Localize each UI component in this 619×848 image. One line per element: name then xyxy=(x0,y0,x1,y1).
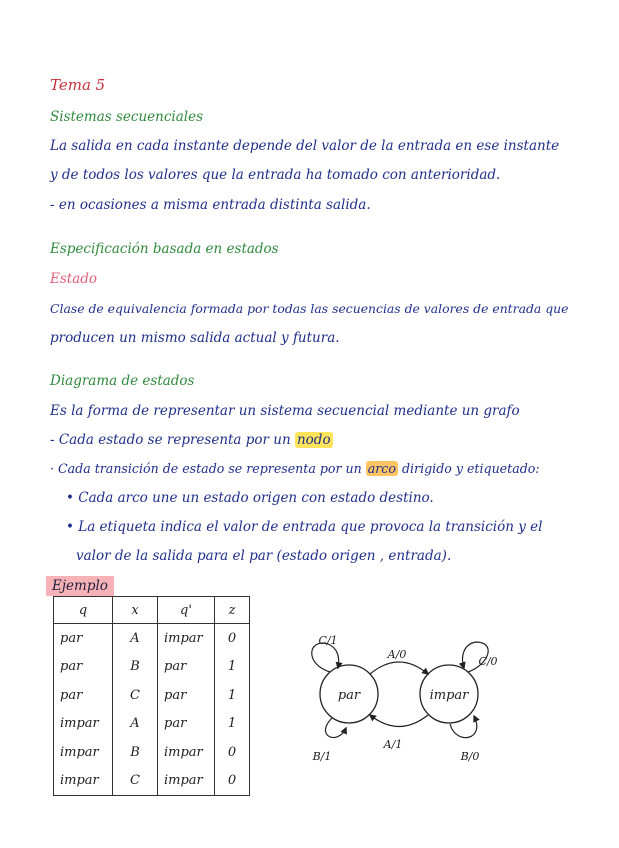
cell-z: 1 xyxy=(215,681,250,710)
header-q-next: q' xyxy=(158,597,215,624)
cell-z: 0 xyxy=(215,624,250,653)
cell-z: 0 xyxy=(215,767,250,796)
example-label: Ejemplo xyxy=(46,576,114,596)
cell-x: B xyxy=(113,653,158,682)
cell-z: 1 xyxy=(215,653,250,682)
cell-x: A xyxy=(113,710,158,739)
diagram-line-2 xyxy=(50,431,333,449)
cell-z: 0 xyxy=(215,738,250,767)
table-row xyxy=(54,710,250,739)
state-impar-label: impar xyxy=(429,688,469,703)
intro-line-2: y de todos los valores que la entrada ha tomado con anterioridad. xyxy=(50,167,501,183)
diagram-heading: Diagrama de estados xyxy=(50,373,195,389)
cell-q: par xyxy=(54,653,113,682)
label-par-loop-bottom: B/1 xyxy=(312,750,332,763)
diagram-line-3-post: dirigido y etiquetado: xyxy=(401,461,540,476)
diagram-line-2-text: - Cada estado se representa por un xyxy=(50,432,291,448)
cell-q-next: impar xyxy=(158,767,215,796)
diagram-line-4: • Cada arco une un estado origen con estado destino. xyxy=(66,490,434,506)
cell-q-next: impar xyxy=(158,738,215,767)
diagram-line-3 xyxy=(50,460,540,478)
diagram-line-3-text: · Cada transición de estado se representa por un xyxy=(50,461,362,476)
cell-q-next: par xyxy=(158,653,215,682)
cell-x: B xyxy=(113,738,158,767)
table-header-row xyxy=(54,597,250,624)
section-heading: Especificación basada en estados xyxy=(50,241,279,257)
table-row xyxy=(54,738,250,767)
header-z: z xyxy=(215,597,250,624)
header-x: x xyxy=(113,597,158,624)
cell-q-next: impar xyxy=(158,624,215,653)
state-diagram xyxy=(300,628,500,768)
label-par-loop-top: C/1 xyxy=(318,634,338,647)
diagram-line-5: • La etiqueta indica el valor de entrada que provoca la transición y el xyxy=(66,519,543,535)
cell-q: impar xyxy=(54,710,113,739)
section-title: Sistemas secuenciales xyxy=(50,109,203,125)
cell-x: A xyxy=(113,624,158,653)
arc-impar-to-par xyxy=(370,715,428,727)
cell-x: C xyxy=(113,681,158,710)
transition-table xyxy=(53,596,250,796)
cell-q: impar xyxy=(54,738,113,767)
estado-text-2: producen un mismo salida actual y futura. xyxy=(50,330,340,346)
diagram-line-6: valor de la salida para el par (estado origen , entrada). xyxy=(76,548,452,564)
estado-heading: Estado xyxy=(50,271,98,287)
estado-text-1: Clase de equivalencia formada por todas las secuencias de valores de entrada que xyxy=(50,301,569,316)
diagram-line-1: Es la forma de representar un sistema secuencial mediante un grafo xyxy=(50,403,520,419)
cell-z: 1 xyxy=(215,710,250,739)
intro-line-3: - en ocasiones a misma entrada distinta salida. xyxy=(50,197,371,213)
loop-par-bottom xyxy=(325,718,346,737)
label-impar-to-par: A/1 xyxy=(383,738,403,751)
label-par-to-impar: A/0 xyxy=(387,648,407,661)
cell-x: C xyxy=(113,767,158,796)
header-q: q xyxy=(54,597,113,624)
cell-q: impar xyxy=(54,767,113,796)
table-row xyxy=(54,767,250,796)
state-par-label: par xyxy=(337,688,361,703)
cell-q: par xyxy=(54,624,113,653)
nodo-highlight: nodo xyxy=(296,432,331,448)
table-row xyxy=(54,624,250,653)
page-title: Tema 5 xyxy=(50,76,106,94)
cell-q-next: par xyxy=(158,681,215,710)
label-impar-loop-top: C/0 xyxy=(478,655,498,668)
table-row xyxy=(54,653,250,682)
intro-line-1: La salida en cada instante depende del valor de la entrada en ese instante xyxy=(50,138,560,154)
loop-par-top xyxy=(312,643,339,672)
label-impar-loop-bottom: B/0 xyxy=(460,750,480,763)
arco-highlight: arco xyxy=(367,461,396,476)
cell-q: par xyxy=(54,681,113,710)
cell-q-next: par xyxy=(158,710,215,739)
arc-par-to-impar xyxy=(370,662,428,674)
table-row xyxy=(54,681,250,710)
